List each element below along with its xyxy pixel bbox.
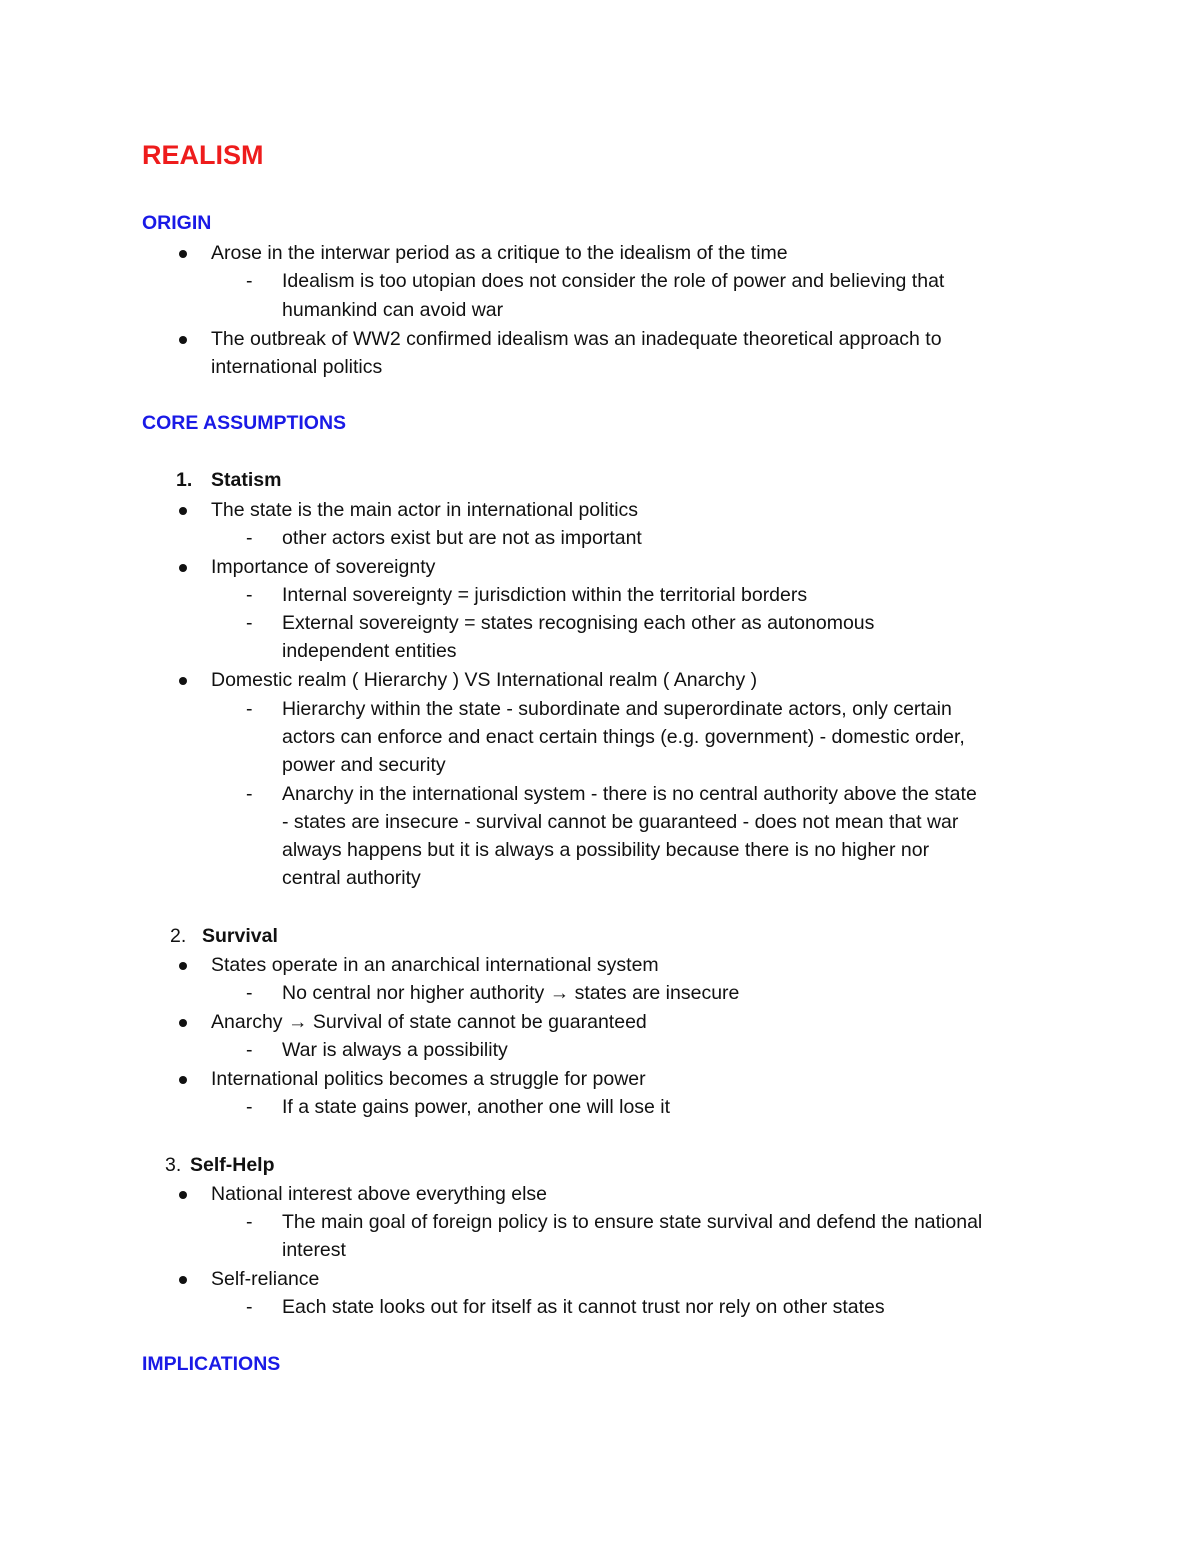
list-subitem: Hierarchy within the state - subordinate and superordinate actors, only certain (282, 698, 952, 720)
list-subitem: Anarchy in the international system - there is no central authority above the state (282, 783, 977, 805)
list-item: Domestic realm ( Hierarchy ) VS International realm ( Anarchy ) (211, 669, 758, 691)
subsection-title-statism: Statism (211, 469, 282, 491)
list-subitem: War is always a possibility (282, 1039, 508, 1061)
bullet-icon (179, 1019, 187, 1027)
bullet-icon (179, 564, 187, 572)
numbered-marker: 2. (170, 925, 187, 947)
list-subitem-continuation: interest (282, 1239, 346, 1261)
list-subitem: If a state gains power, another one will lose it (282, 1096, 671, 1118)
section-heading-origin: ORIGIN (142, 212, 212, 234)
bullet-icon (179, 677, 187, 685)
bullet-icon (179, 250, 187, 258)
list-subitem-continuation: actors can enforce and enact certain things (e.g. government) - domestic order, (282, 726, 965, 748)
numbered-marker: 1. (176, 469, 193, 491)
bullet-icon (179, 1076, 187, 1084)
list-subitem: External sovereignty = states recognising each other as autonomous (282, 612, 875, 634)
list-subitem-continuation: power and security (282, 754, 446, 776)
bullet-icon (179, 1276, 187, 1284)
list-item-continuation: international politics (211, 356, 383, 378)
list-subitem: Each state looks out for itself as it cannot trust nor rely on other states (282, 1296, 885, 1318)
dash-marker: - (246, 982, 253, 1004)
dash-marker: - (246, 783, 253, 805)
list-item: Self-reliance (211, 1268, 320, 1290)
list-subitem-continuation: central authority (282, 867, 421, 889)
numbered-marker: 3. (165, 1154, 182, 1176)
subsection-title-survival: Survival (202, 925, 278, 947)
list-subitem-continuation: - states are insecure - survival cannot be guaranteed - does not mean that war (282, 811, 959, 833)
dash-marker: - (246, 270, 253, 292)
subsection-title-self-help: Self-Help (190, 1154, 275, 1176)
list-subitem: Internal sovereignty = jurisdiction within the territorial borders (282, 584, 808, 606)
dash-marker: - (246, 698, 253, 720)
dash-marker: - (246, 612, 253, 634)
list-item: National interest above everything else (211, 1183, 548, 1205)
list-subitem: other actors exist but are not as important (282, 527, 642, 549)
page-title: REALISM (142, 140, 264, 170)
dash-marker: - (246, 527, 253, 549)
dash-marker: - (246, 1211, 253, 1233)
section-heading-core-assumptions: CORE ASSUMPTIONS (142, 412, 347, 434)
list-item: Importance of sovereignty (211, 556, 436, 578)
dash-marker: - (246, 1039, 253, 1061)
list-item: Anarchy → Survival of state cannot be guaranteed (211, 1011, 647, 1033)
list-item: States operate in an anarchical international system (211, 954, 659, 976)
list-item: The state is the main actor in international politics (211, 499, 639, 521)
dash-marker: - (246, 1096, 253, 1118)
list-item: Arose in the interwar period as a critique to the idealism of the time (211, 242, 788, 264)
list-subitem-continuation: humankind can avoid war (282, 299, 504, 321)
dash-marker: - (246, 584, 253, 606)
bullet-icon (179, 1191, 187, 1199)
bullet-icon (179, 962, 187, 970)
list-subitem: Idealism is too utopian does not consider the role of power and believing that (282, 270, 945, 292)
list-subitem: No central nor higher authority → states are insecure (282, 982, 740, 1004)
bullet-icon (179, 336, 187, 344)
bullet-icon (179, 507, 187, 515)
list-item: The outbreak of WW2 confirmed idealism was an inadequate theoretical approach to (211, 328, 942, 350)
list-subitem-continuation: always happens but it is always a possibility because there is no higher nor (282, 839, 930, 861)
dash-marker: - (246, 1296, 253, 1318)
list-subitem: The main goal of foreign policy is to ensure state survival and defend the national (282, 1211, 983, 1233)
list-item: International politics becomes a struggle for power (211, 1068, 646, 1090)
list-subitem-continuation: independent entities (282, 640, 457, 662)
section-heading-implications: IMPLICATIONS (142, 1353, 281, 1375)
